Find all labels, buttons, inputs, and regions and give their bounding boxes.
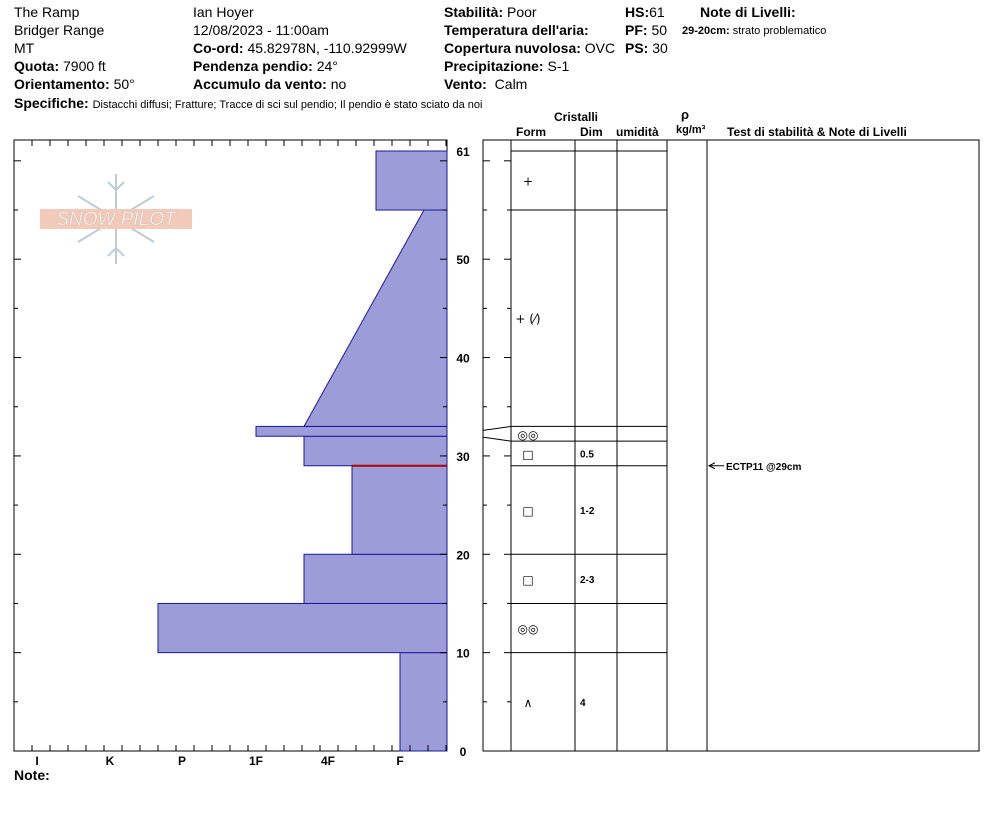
x-tick-label: I bbox=[35, 754, 39, 768]
layer-connector bbox=[483, 426, 511, 430]
cloud-label: Copertura nuvolosa: bbox=[444, 40, 581, 56]
y-tick-label: 50 bbox=[456, 253, 470, 268]
hardness-layer bbox=[376, 151, 447, 210]
hardness-layer bbox=[352, 466, 447, 555]
grain-form: □ bbox=[522, 572, 534, 587]
hardness-layer bbox=[304, 210, 447, 426]
hardness-layer bbox=[256, 426, 447, 436]
moisture-header: umidità bbox=[616, 125, 659, 139]
size-header: Dim bbox=[580, 125, 603, 139]
ps-label: PS: bbox=[625, 40, 649, 56]
grain-form: ∧ bbox=[523, 695, 533, 710]
stability-value: Poor bbox=[507, 4, 537, 20]
y-tick-label: 61 bbox=[456, 145, 470, 159]
wind-loading-label: Accumulo da vento: bbox=[193, 76, 327, 92]
y-tick-label: 30 bbox=[456, 449, 470, 464]
form-header: Form bbox=[516, 125, 546, 139]
y-tick-label: 20 bbox=[456, 548, 470, 563]
wind-value: Calm bbox=[494, 76, 528, 92]
layer-note-depth: 29-20cm: bbox=[682, 25, 730, 37]
observer: Ian Hoyer bbox=[193, 4, 254, 20]
aspect-value: 50° bbox=[113, 76, 135, 92]
snowpilot-logo bbox=[40, 174, 192, 264]
coord-label: Co-ord: bbox=[193, 40, 244, 56]
hardness-layer bbox=[400, 653, 447, 751]
hardness-layer bbox=[158, 603, 447, 652]
elevation-value: 7900 ft bbox=[63, 58, 106, 74]
x-tick-label: F bbox=[396, 754, 404, 768]
grain-form: □ bbox=[522, 447, 534, 462]
ps-value: 30 bbox=[652, 40, 668, 56]
layer-notes-label: Note di Livelli: bbox=[700, 4, 796, 20]
grain-form: ◎◎ bbox=[517, 427, 539, 442]
precip-label: Precipitazione: bbox=[444, 58, 544, 74]
slope-label: Pendenza pendio: bbox=[193, 58, 313, 74]
grain-size: 0.5 bbox=[580, 449, 594, 461]
air-temp-label: Temperatura dell'aria: bbox=[444, 22, 589, 38]
grain-size: 2-3 bbox=[580, 574, 595, 586]
range: Bridger Range bbox=[14, 22, 105, 38]
x-tick-label: 1F bbox=[248, 754, 264, 768]
aspect-label: Orientamento: bbox=[14, 76, 110, 92]
rho-header: ρ bbox=[681, 107, 690, 122]
wind-label: Vento: bbox=[444, 76, 487, 92]
x-tick-label: P bbox=[177, 754, 187, 768]
precip-value: S-1 bbox=[547, 58, 570, 74]
datetime: 12/08/2023 - 11:00am bbox=[193, 22, 329, 38]
grain-size: 4 bbox=[580, 697, 586, 709]
notes-label: Note: bbox=[14, 767, 50, 783]
tests-header: Test di stabilità & Note di Livelli bbox=[727, 125, 907, 139]
grain-form: ◎◎ bbox=[517, 622, 539, 637]
hs-value: 61 bbox=[649, 4, 665, 20]
stability-label: Stabilità: bbox=[444, 4, 504, 20]
y-tick-label: 10 bbox=[456, 646, 470, 661]
slope-value: 24° bbox=[316, 58, 338, 74]
cloud-value: OVC bbox=[584, 40, 616, 56]
hardness-layer bbox=[304, 436, 447, 466]
state: MT bbox=[14, 40, 35, 56]
wind-loading-value: no bbox=[330, 76, 347, 92]
elevation-label: Quota: bbox=[14, 58, 60, 74]
pf-label: PF: bbox=[625, 22, 648, 38]
layers-table-frame bbox=[483, 140, 979, 751]
grain-form: + (⁄) bbox=[515, 312, 541, 327]
hs-label: HS: bbox=[625, 4, 650, 20]
specifics-value: Distacchi diffusi; Fratture; Tracce di sci sul pendio; Il pendio è stato sciato da noi bbox=[92, 99, 483, 111]
y-tick-label: 40 bbox=[456, 351, 470, 366]
grain-size: 1-2 bbox=[580, 506, 595, 518]
y-tick-label: 0 bbox=[459, 745, 467, 759]
hardness-profile bbox=[158, 151, 447, 751]
hardness-layer bbox=[304, 554, 447, 603]
test-label: ECTP11 @29cm bbox=[726, 461, 802, 473]
crystals-header: Cristalli bbox=[554, 110, 599, 124]
specifics-label: Specifiche: bbox=[14, 95, 89, 111]
pf-value: 50 bbox=[651, 22, 668, 38]
layer-connector bbox=[483, 437, 511, 441]
coord-value: 45.82978N, -110.92999W bbox=[247, 40, 407, 56]
grain-form: □ bbox=[522, 504, 534, 519]
x-tick-label: K bbox=[105, 754, 115, 768]
layer-note-text: strato problematico bbox=[732, 25, 827, 37]
logo-text: SNOW PILOT bbox=[56, 209, 176, 230]
location: The Ramp bbox=[14, 4, 80, 20]
grain-form: + bbox=[522, 174, 534, 189]
layers-table bbox=[483, 151, 801, 710]
x-tick-label: 4F bbox=[320, 754, 336, 768]
density-unit-header: kg/m³ bbox=[676, 124, 706, 136]
